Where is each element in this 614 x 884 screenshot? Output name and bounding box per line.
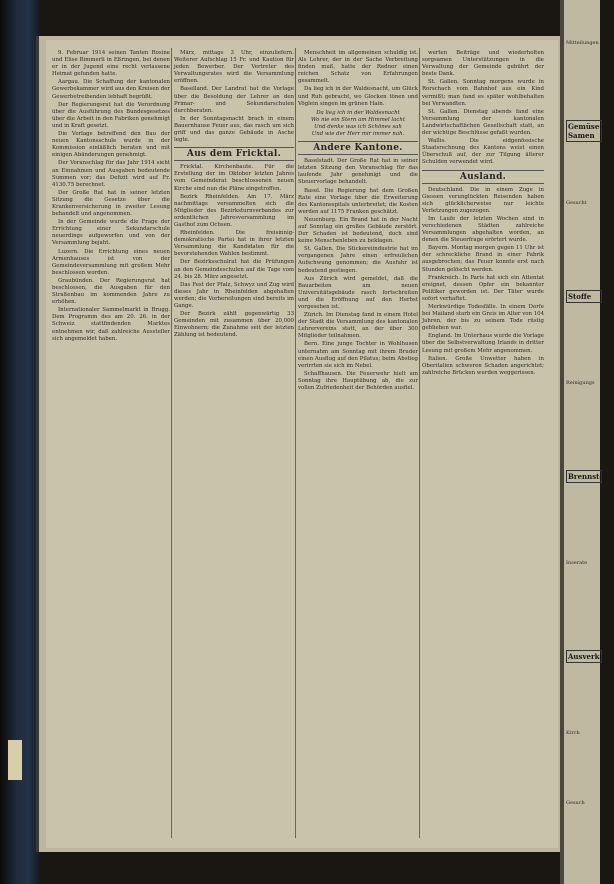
article-paragraph: Die Vorlage betreffend den Bau der neuen Kantonsschule wurde in der Kommission einläßlich beraten und mit einigen Abänderungen genehmigt.: [52, 131, 170, 159]
article-paragraph: Merkwürdige Todesfälle. In einem Dorfe bei Mailand starb ein Greis im Alter von 104 Jahren, der bis zu seinem Tode rüstig geblieben war.: [422, 304, 544, 332]
section-heading: Aus dem Fricktal.: [174, 147, 294, 161]
article-paragraph: Graubünden. Der Regierungsrat hat beschlossen, die Ausgaben für den Straßenbau im kommenden Jahre zu erhöhen.: [52, 277, 170, 306]
facing-page-text: Inserate: [566, 560, 588, 566]
column-2: [174, 50, 294, 840]
poem-line: Und denke was ich Schönes sah: [314, 123, 402, 130]
section-heading: Ausland.: [422, 170, 544, 184]
article-paragraph: Rheinfelden. Die freisinnig-demokratische Partei hat in ihrer letzten Versammlung die Kandidaten für die bevorstehenden Wahlen bestimmt.: [174, 230, 294, 258]
article-paragraph: Im Laufe der letzten Wochen sind in verschiedenen Städten zahlreiche Versammlungen abgehalten worden, an denen die Steuerfrage erörtert wurde.: [422, 215, 544, 244]
column-4: [422, 50, 544, 840]
article-paragraph: 9. Februar 1914 seinen Tanten Rosine und Elise Bimmerli in Eßringen, bei denen er in der Jugend eine recht verlassene Heimat gefunden hatte.: [52, 50, 170, 78]
column-1: [52, 50, 170, 840]
article-paragraph: Basel. Die Regierung hat dem Großen Rate eine Vorlage über die Erweiterung des Kantonsspitals unterbreitet; die Kosten werden auf 1175 Franken geschätzt.: [298, 187, 418, 215]
article-paragraph: Schaffhausen. Die Feuerwehr hielt am Sonntag ihre Hauptübung ab, die zur vollen Zufriedenheit der Behörden ausfiel.: [298, 370, 418, 392]
book-spine: [0, 0, 40, 884]
page-gutter: [560, 0, 564, 884]
article-paragraph: Internationaler Sammelmarkt in Brugg. Dem Programm des am 20. 26. in der Schweiz stattfindenden Marktes entnehmen wir, daß zahlreiche Aussteller sich angemeldet haben.: [52, 307, 170, 342]
article-paragraph: Deutschland. Die in einem Zuge in Giessen verunglückten Reisenden haben sich glücklicherweise nur leichte Verletzungen zugezogen.: [422, 186, 544, 214]
article-paragraph: Der Bezirk zählt gegenwärtig 33 Gemeinden mit zusammen über 20,000 Einwohnern; die Zunahme seit der letzten Zählung ist bedeutend.: [174, 311, 294, 339]
article-paragraph: St. Gallen. Dienstag abends fand eine Versammlung der kantonalen Landwirtschaftlichen Gesellschaft statt, an der wichtige Beschlüsse gefaßt wurden.: [422, 108, 544, 137]
article-paragraph: Bern. Eine junge Tochter in Wohlhusen unternahm am Sonntag mit ihrem Bruder einen Ausflug auf den Pilatus; beim Abstieg verirrten sie sich im Nebel.: [298, 341, 418, 369]
facing-page: [560, 0, 614, 884]
spine-label: [8, 740, 22, 780]
article-paragraph: Der Bezirksschulrat hat die Prüfungen an den Gemeindeschulen auf die Tage vom 24. bis 28. März angesetzt.: [174, 259, 294, 280]
advertisement: Brennstoffe: [568, 472, 614, 481]
facing-page-text: Kirch: [566, 730, 580, 736]
article-paragraph: Das Fest der Pfalz, Schwyz und Zug wird dieses Jahr in Rheinfelden abgehalten werden; die Vorbereitungen sind bereits im Gange.: [174, 281, 294, 309]
article-paragraph: Fricktal. Kirchenbaute. Für die Erstellung der im Oktober letzten Jahres vom Gemeinderat beschlossenen neuen Kirche sind nun die Pläne eingetroffen.: [174, 164, 294, 192]
article-paragraph: Aus Zürich wird gemeldet, daß die Bauarbeiten am neuen Universitätsgebäude rasch fortschreiten und die Eröffnung auf den Herbst vorgesehen ist.: [298, 275, 418, 310]
article-paragraph: Der Große Rat hat in seiner letzten Sitzung die Gesetze über die Krankenversicherung in zweiter Lesung behandelt und angenommen.: [52, 189, 170, 218]
advertisement: Gemüse-Samen: [568, 122, 603, 140]
column-rule: [295, 48, 296, 838]
facing-page-text: Gesucht: [566, 200, 587, 206]
article-paragraph: März, mittags 3 Uhr, einzuliefern. Weiterer Aufschlag 15 Fr. und Kaution für jeden Bewerber. Der Vertreter des Verwaltungsrates wird die Versammlung eröffnen.: [174, 50, 294, 85]
facing-page-text: Reinigungs: [566, 380, 595, 386]
article-paragraph: Bezirk Rheinfelden. Am 17. März nachmittags versammelten sich die Mitglieder des Bezirksturnverbandes zur ordentlichen Jahresversammlung im Gasthof zum Ochsen.: [174, 193, 294, 228]
article-paragraph: Italien. Große Unwetter haben in Oberitalien schweren Schaden angerichtet; zahlreiche Brücken wurden weggerissen.: [422, 355, 544, 376]
article-paragraph: Wallis. Die eidgenössische Staatsrechnung des Kantons weist einen Überschuß auf, der zur Tilgung älterer Schulden verwendet wird.: [422, 138, 544, 166]
article-paragraph: Menschheit im allgemeinen schuldig ist. Als Lehrer, der in der Sache Verbreitung finden muß, hatte der Redner einen reichen Schatz von Erfahrungen gesammelt.: [298, 50, 418, 85]
article-paragraph: Zürich. Im Dienstag fand in einem Hotel der Stadt die Versammlung des kantonalen Lehrervereins statt, an der über 300 Mitglieder teilnahmen.: [298, 312, 418, 340]
poem-line: Und wie der Herr mir immer nah.: [311, 131, 405, 138]
column-3: [298, 50, 418, 840]
article-paragraph: In der Sonntagsnacht brach in einem Bauernhause Feuer aus, das rasch um sich griff und das ganze Gebäude in Asche legte.: [174, 115, 294, 144]
article-paragraph: Bayern. Montag morgen gegen 11 Uhr ist der schreckliche Brand in einer Fabrik ausgebrochen; das Feuer konnte erst nach Stunden gelöscht werden.: [422, 245, 544, 273]
article-paragraph: Der Voranschlag für das Jahr 1914 sieht an Einnahmen und Ausgaben bedeutende Summen vor; das Defizit wird auf Fr. 4130.75 berechnet.: [52, 160, 170, 188]
advertisement: Stoffe: [566, 290, 602, 303]
article-paragraph: Aargau. Die Schaffung der kantonalen Gewerbekammer wird aus den Kreisen der Gewerbetreibenden lebhaft begrüßt.: [52, 79, 170, 100]
article-paragraph: Der Regierungsrat hat die Verordnung über die Ausführung des Bundesgesetzes über die Arbeit in den Fabriken genehmigt und in Kraft gesetzt.: [52, 101, 170, 129]
column-rule: [419, 48, 420, 838]
article-paragraph: In der Gemeinde wurde die Frage der Errichtung einer Sekundarschule neuerdings aufgeworfen und von der Versammlung bejaht.: [52, 219, 170, 247]
facing-page-text: Gesuch: [566, 800, 585, 806]
article-paragraph: St. Gallen. Die Stickereiindustrie hat im vergangenen Jahre einen erfreulichen Aufschwung genommen; die Ausfuhr ist bedeutend gestiegen.: [298, 246, 418, 274]
newspaper-page: [46, 40, 558, 848]
article-paragraph: Luzern. Die Errichtung eines neuen Armenhauses ist von der Gemeindeversammlung mit großem Mehr beschlossen worden.: [52, 248, 170, 276]
article-paragraph: Da lieg ich in der Waldesnacht, um Glück und Ruh gebracht, wo Glocken tönen und Vöglein singen im grünen Hain.: [298, 86, 418, 107]
article-paragraph: Baselland. Der Landrat hat die Vorlage über die Besoldung der Lehrer an den Primar- und Sekundarschulen durchberaten.: [174, 86, 294, 114]
article-paragraph: werten Beiträge und wiederholten sorgsamen Unterstützungen in die Verwaltung der Gemeinde gebührt der beste Dank.: [422, 50, 544, 78]
article-paragraph: St. Gallen. Sonntag morgens wurde in Rorschach vom Bahnhof aus ein Kind vermißt; man fand es später wohlbehalten bei Verwandten.: [422, 79, 544, 107]
advertisement: Ausverkauf: [568, 652, 613, 661]
article-paragraph: Frankreich. In Paris hat sich ein Attentat ereignet, dessen Opfer ein bekannter Politiker geworden ist. Der Täter wurde sofort verhaftet.: [422, 274, 544, 302]
poem-line: Da lieg ich in der Waldesnacht: [316, 109, 400, 116]
section-heading: Andere Kantone.: [298, 141, 418, 155]
poem-line: Wo nie ein Stern am Himmel lacht: [310, 116, 406, 123]
poem: [298, 110, 418, 138]
article-paragraph: England. Im Unterhaus wurde die Vorlage über die Selbstverwaltung Irlands in dritter Lesung mit großem Mehr angenommen.: [422, 333, 544, 354]
article-paragraph: Baselstadt. Der Große Rat hat in seiner letzten Sitzung den Voranschlag für das laufende Jahr genehmigt und die Steuervorlage behandelt.: [298, 158, 418, 186]
facing-page-text: Mitteilungen: [566, 40, 599, 46]
article-paragraph: Neuenburg. Ein Brand hat in der Nacht auf Sonntag ein großes Gebäude zerstört. Der Schaden ist bedeutend, doch sind keine Menschenleben zu beklagen.: [298, 216, 418, 245]
column-rule: [171, 48, 172, 838]
